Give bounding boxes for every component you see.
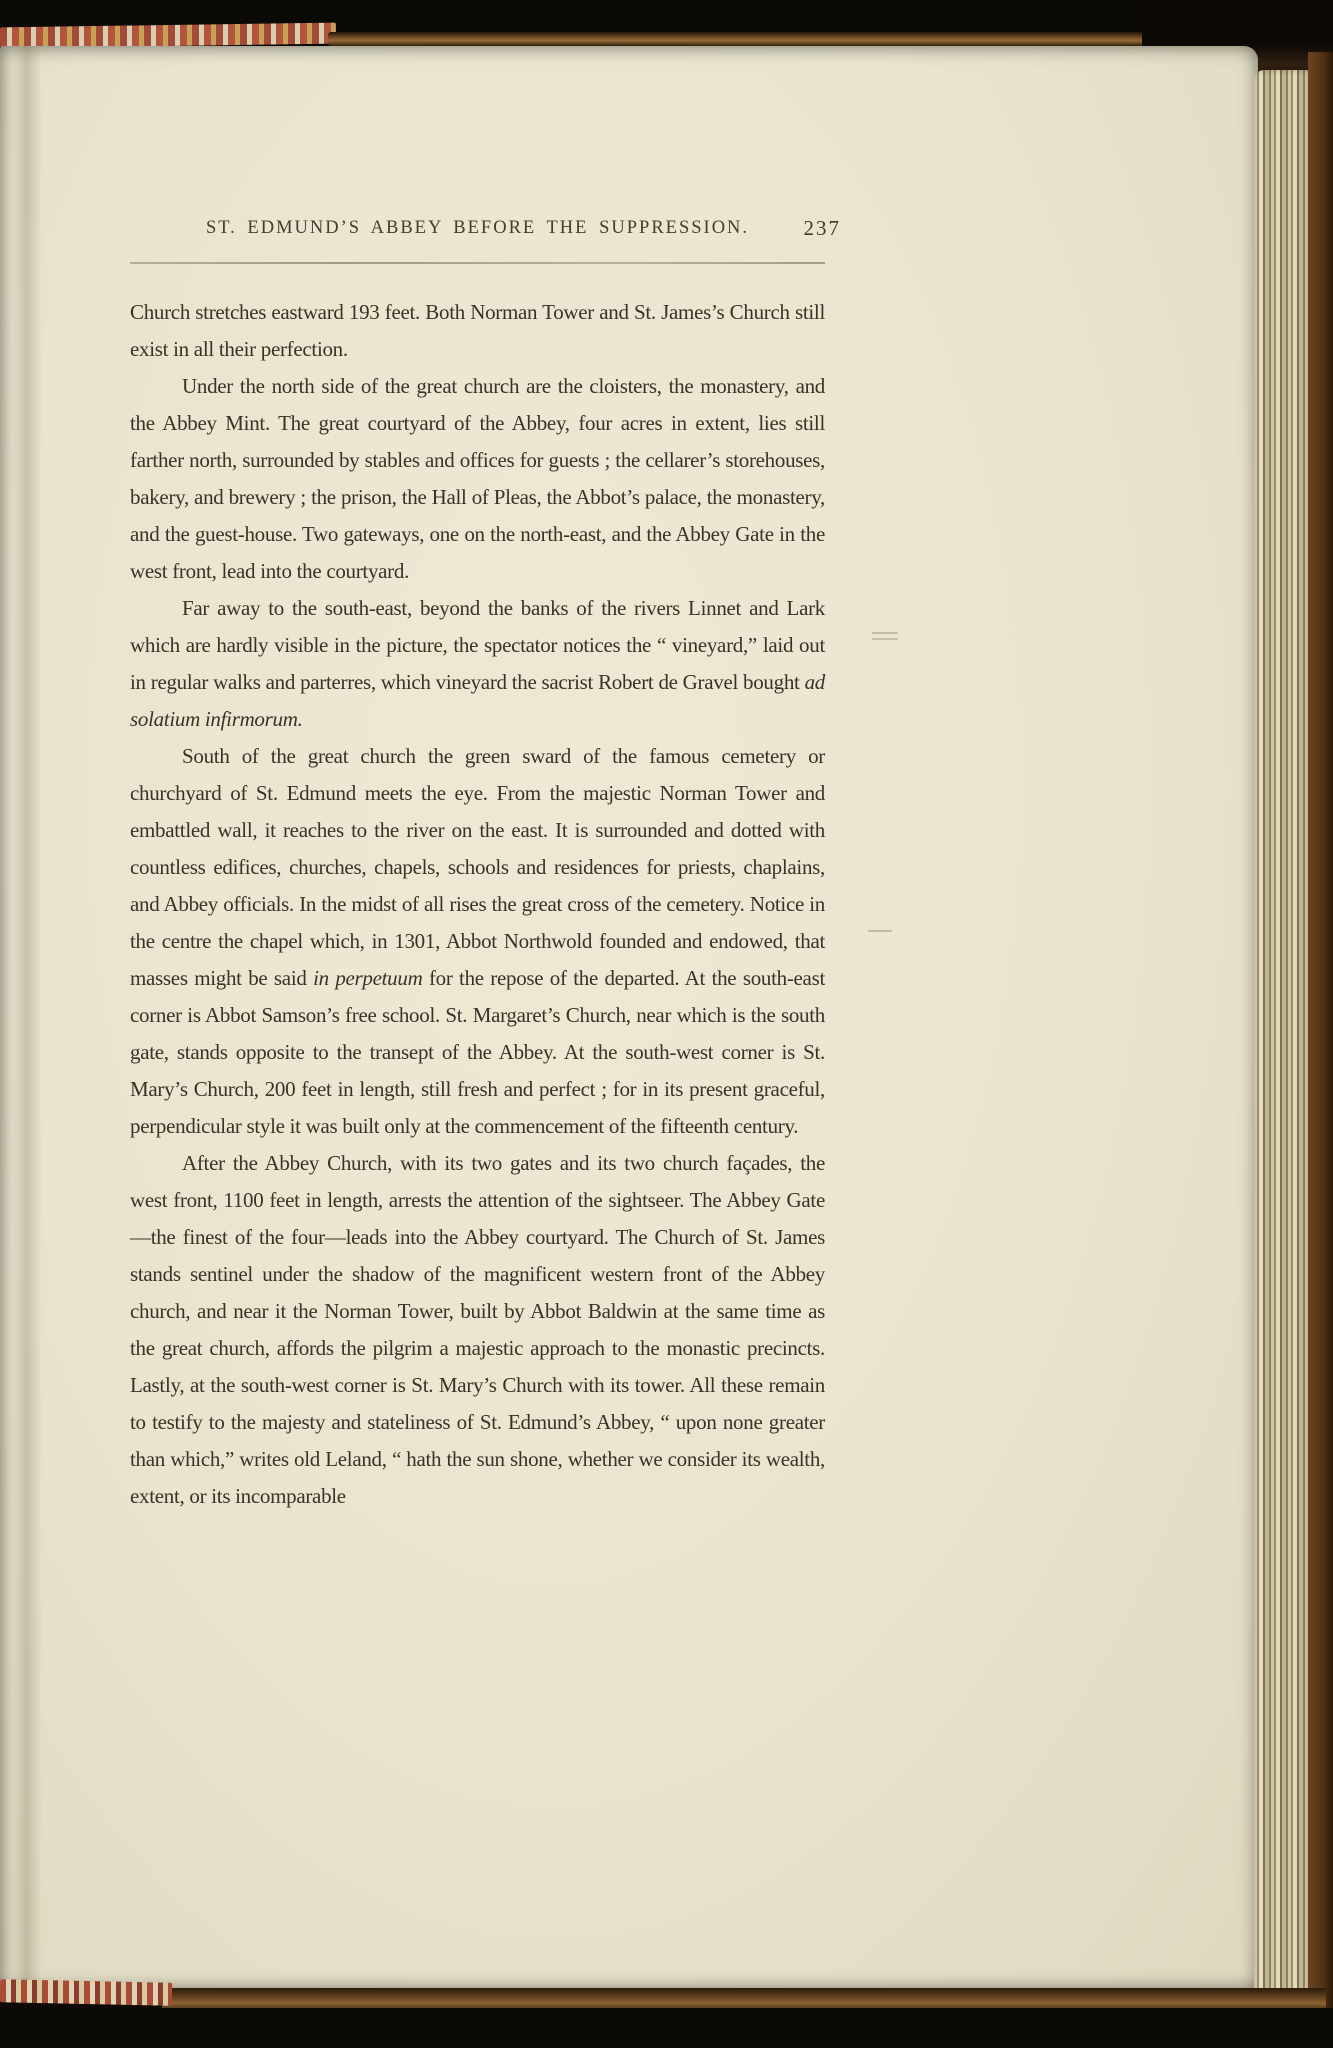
cover-top-edge [328,32,1156,46]
running-header-title: ST. EDMUND’S ABBEY BEFORE THE SUPPRESSION. [205,218,750,238]
photo-background-bottom [0,2008,1333,2048]
header-divider-rule [130,262,825,264]
paragraph: Under the north side of the great church are the cloisters, the monastery, and the Abbey Mint. The great courtyard of the Abbey, four acres in extent, lies still farther north, surrounded by stables and offices for guests ; the cellarer’s storehouses, bakery, and brewery ; the prison, the Hall of Pleas, the Abbot’s palace, the monastery, and the guest-house. Two gateways, one on the north-east, and the Abbey Gate in the west front, lead into the courtyard. [130,374,825,583]
paragraph: After the Abbey Church, with its two gates and its two church façades, the west front, 1100 feet in length, arrests the attention of the sightseer. The Abbey Gate—the finest of the four—leads into the Abbey courtyard. The Church of St. James stands sentinel under the shadow of the magnificent western front of the Abbey church, and near it the Norman Tower, built by Abbot Baldwin at the same time as the great church, affords the pilgrim a majestic approach to the monastic precincts. Lastly, at the south-west corner is St. Mary’s Church with its tower. All these remain to testify to the majesty and stateliness of St. Edmund’s Abbey, “ upon none greater than which,” writes old Leland, “ hath the sun shone, whether we consider its wealth, extent, or its incomparable [130,1151,825,1508]
book-page [0,46,1258,1990]
stray-mark [868,930,892,932]
paragraph: Far away to the south-east, beyond the banks of the rivers Linnet and Lark which are hardly visible in the picture, the spectator notices the “ vineyard,” laid out in regular walks and parterres, which vineyard the sacrist Robert de Gravel bought ad solatium infirmorum. [130,596,825,731]
printed-text-block [130,216,841,1515]
body-text [130,294,825,1515]
page-number: 237 [803,216,841,240]
paragraph: South of the great church the green sward of the famous cemetery or churchyard of St. Edmund meets the eye. From the majestic Norman Tower and embattled wall, it reaches to the river on the east. It is surrounded and dotted with countless edifices, churches, chapels, schools and residences for priests, chaplains, and Abbey officials. In the midst of all rises the great cross of the cemetery. Notice in the centre the chapel which, in 1301, Abbot Northwold founded and endowed, that masses might be said in perpetuum for the repose of the departed. At the south-east corner is Abbot Samson’s free school. St. Margaret’s Church, near which is the south gate, stands opposite to the transept of the Abbey. At the south-west corner is St. Mary’s Church, 200 feet in length, still fresh and perfect ; for in its present graceful, perpendicular style it was built only at the commencement of the fifteenth century. [130,744,825,1138]
book-fore-edge-pages [1254,70,1312,1994]
running-header [130,216,841,242]
headband-bottom [0,1979,172,2006]
stray-mark [872,632,898,634]
cover-right-edge [1308,52,1333,2018]
paragraph: Church stretches eastward 193 feet. Both Norman Tower and St. James’s Church still exist in all their perfection. [130,300,825,361]
page-gutter-crease [12,46,42,1990]
